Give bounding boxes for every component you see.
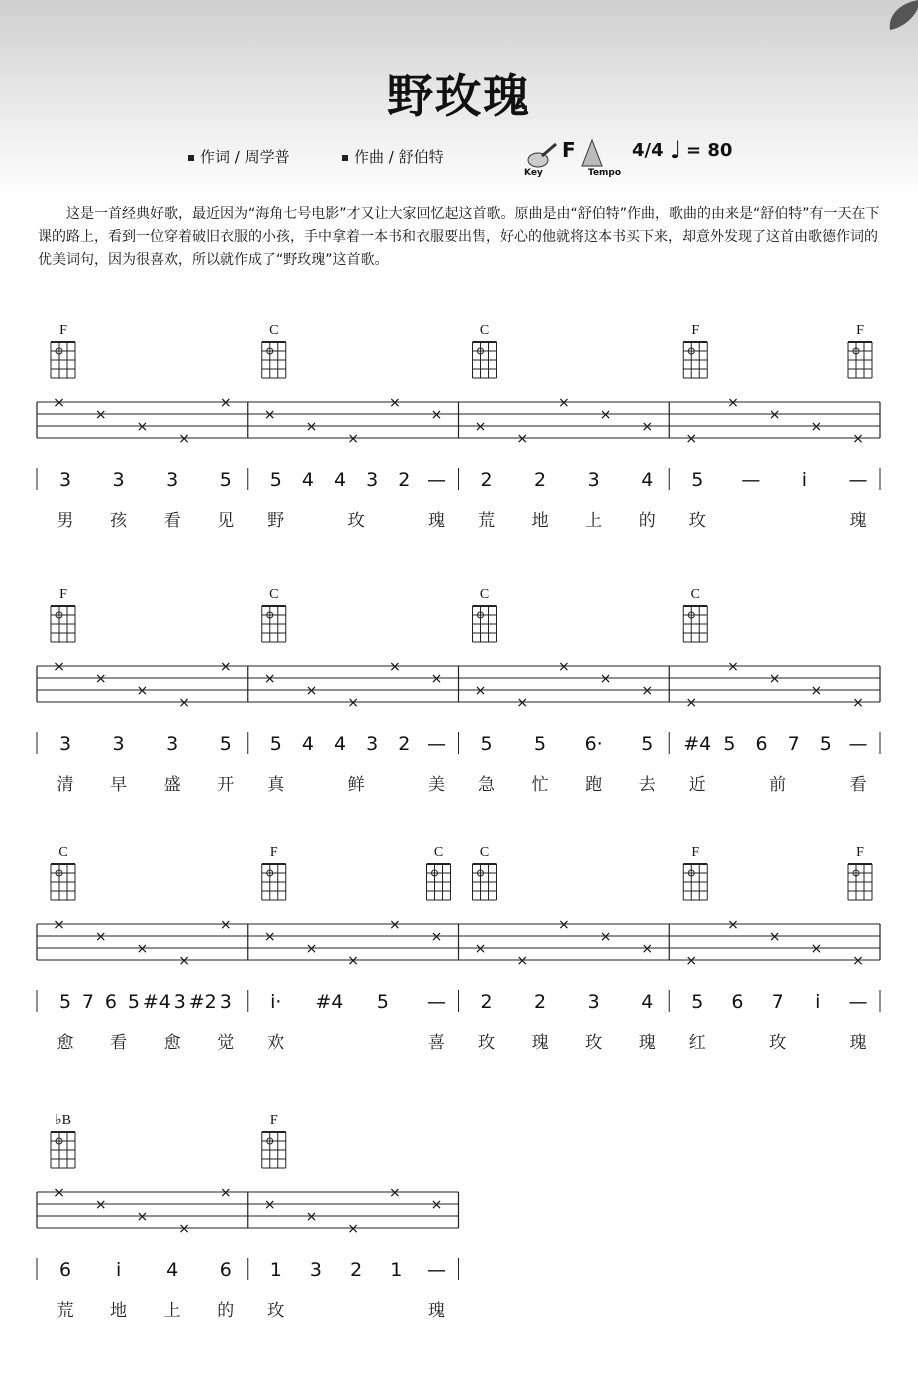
jianpu-note: — — [741, 469, 761, 491]
jianpu-note: 5 — [58, 991, 72, 1013]
time-signature: 4/4 — [632, 140, 664, 161]
tab-strum-mark: × — [685, 953, 698, 969]
jianpu-note: 5 — [480, 733, 493, 755]
chord-name: ♭B — [55, 1113, 71, 1128]
lyric-char: 清 — [56, 775, 74, 795]
lyric-char: 鲜 — [347, 775, 365, 795]
tab-strum-mark: × — [641, 683, 654, 699]
tab-strum-mark: × — [516, 431, 529, 447]
chord-diagram — [473, 845, 497, 900]
quarter-note-icon: ♩ — [670, 136, 682, 164]
chord-diagram — [683, 323, 707, 378]
tab-strum-mark: × — [136, 941, 149, 957]
jianpu-note: 4 — [334, 733, 347, 755]
jianpu-note: 5 — [219, 469, 232, 491]
tab-strum-mark: × — [685, 431, 698, 447]
jianpu-note: #4 — [142, 991, 171, 1013]
tab-strum-mark: × — [599, 671, 612, 687]
lyric-char: 地 — [531, 511, 549, 531]
composer-credit: 作曲 / 舒伯特 — [342, 146, 444, 167]
lyric-char: 野 — [267, 511, 285, 531]
tab-strum-mark: × — [768, 929, 781, 945]
tab-strum-mark: × — [94, 929, 107, 945]
leaf-decoration-icon — [878, 0, 918, 40]
tab-strum-mark: × — [305, 419, 318, 435]
tab-strum-mark: × — [388, 395, 401, 411]
jianpu-note: — — [427, 991, 446, 1013]
jianpu-note: 4 — [301, 733, 314, 755]
chord-diagram — [848, 323, 872, 378]
chord-name: C — [58, 845, 68, 860]
tab-strum-mark: × — [263, 671, 276, 687]
chord-name: C — [433, 845, 444, 860]
tab-strum-mark: × — [94, 407, 107, 423]
chord-name: C — [690, 587, 700, 602]
tab-strum-mark: × — [178, 695, 190, 711]
tab-strum-mark: × — [810, 683, 823, 699]
lyric-char: 玫 — [267, 1301, 285, 1321]
jianpu-note: 3 — [173, 991, 186, 1013]
tab-strum-mark: × — [430, 1197, 443, 1213]
lyric-char: 瑰 — [849, 511, 867, 531]
tab-strum-mark: × — [219, 659, 232, 675]
lyric-char: 瑰 — [428, 1301, 445, 1321]
jianpu-note: 6 — [219, 1259, 232, 1281]
jianpu-note: 2 — [398, 469, 411, 491]
jianpu-note: 3 — [587, 991, 600, 1013]
chord-diagram — [51, 1113, 75, 1168]
lyric-char: 玫 — [347, 511, 365, 531]
lyric-char: 玫 — [688, 511, 706, 531]
jianpu-note: 3 — [219, 991, 232, 1013]
tab-strum-mark: × — [53, 395, 65, 411]
lyric-char: 近 — [688, 775, 706, 795]
jianpu-note: 4 — [166, 1259, 179, 1281]
chord-name: C — [479, 845, 490, 860]
chord-name: F — [856, 323, 864, 338]
chord-name: C — [479, 323, 490, 338]
tab-strum-mark: × — [599, 407, 612, 423]
jianpu-note: i — [115, 1259, 122, 1281]
tab-strum-mark: × — [558, 917, 570, 933]
tab-strum-mark: × — [347, 1221, 359, 1237]
chord-diagram — [683, 845, 707, 900]
chord-name: F — [856, 845, 864, 860]
tab-strum-mark: × — [474, 683, 487, 699]
tab-strum-mark: × — [852, 431, 864, 447]
chord-name: F — [691, 845, 700, 860]
chord-diagram — [473, 323, 497, 378]
jianpu-note: 5 — [219, 733, 232, 755]
tab-strum-mark: × — [136, 683, 149, 699]
lyric-char: 孩 — [110, 511, 128, 531]
chord-diagram — [427, 845, 451, 900]
tab-strum-mark: × — [53, 659, 65, 675]
jianpu-note: 4 — [641, 469, 654, 491]
lyric-char: 男 — [56, 511, 74, 531]
tab-strum-mark: × — [347, 695, 359, 711]
key-value: F — [562, 138, 576, 162]
jianpu-note: 6 — [755, 733, 768, 755]
tab-strum-mark: × — [219, 395, 232, 411]
jianpu-note: 3 — [166, 469, 179, 491]
jianpu-note: 1 — [390, 1259, 403, 1281]
lyric-char: 红 — [688, 1033, 706, 1053]
tab-strum-mark: × — [305, 683, 318, 699]
jianpu-note: 3 — [366, 733, 379, 755]
jianpu-note: i — [815, 991, 821, 1013]
lyric-char: 玫 — [769, 1033, 787, 1053]
tab-strum-mark: × — [852, 695, 864, 711]
tab-strum-mark: × — [94, 671, 107, 687]
lyric-char: 瑰 — [638, 1033, 656, 1053]
tab-strum-mark: × — [219, 917, 232, 933]
chord-diagram — [51, 587, 75, 642]
lyric-char: 看 — [110, 1033, 128, 1053]
lyric-char: 真 — [267, 775, 285, 795]
tab-strum-mark: × — [810, 419, 823, 435]
chord-diagram — [51, 845, 75, 900]
jianpu-note: 4 — [301, 469, 314, 491]
lyric-char: 急 — [478, 775, 495, 795]
jianpu-note: 5 — [691, 991, 704, 1013]
lyric-char: 瑰 — [849, 1033, 867, 1053]
music-system — [0, 840, 918, 1080]
tab-strum-mark: × — [178, 431, 190, 447]
tab-strum-mark: × — [305, 1209, 318, 1225]
tab-strum-mark: × — [178, 953, 190, 969]
lyric-char: 愈 — [163, 1033, 181, 1053]
jianpu-note: 2 — [534, 991, 547, 1013]
jianpu-note: #4 — [683, 733, 712, 755]
jianpu-note: 5 — [819, 733, 832, 755]
jianpu-note: 5 — [127, 991, 140, 1013]
jianpu-note: 2 — [480, 991, 493, 1013]
tab-strum-mark: × — [685, 695, 698, 711]
intro-paragraph: 这是一首经典好歌，最近因为“海角七号电影”才又让大家回忆起这首歌。原曲是由“舒伯特”作曲，歌曲的由来是“舒伯特”有一天在下课的路上，看到一位穿着破旧衣服的小孩，手中拿着一本书和衣服要出售，好心的他就将这本书买下来，却意外发现了这首由歌德作词的优美词句，因为很喜欢，所以就作成了“野玫瑰”这首歌。 — [38, 206, 880, 268]
song-title: 野玫瑰 — [387, 69, 531, 123]
lyric-char: 上 — [585, 511, 603, 531]
lyric-char: 愈 — [56, 1033, 74, 1053]
lyric-char: 去 — [638, 775, 656, 795]
lyric-char: 瑰 — [428, 511, 445, 531]
lyric-char: 前 — [769, 775, 787, 795]
jianpu-note: — — [427, 1259, 446, 1281]
jianpu-note: 3 — [309, 1259, 322, 1281]
jianpu-note: 6 — [58, 1259, 72, 1281]
chord-diagram — [848, 845, 872, 900]
tab-strum-mark: × — [388, 1185, 401, 1201]
chord-name: F — [269, 1113, 278, 1128]
tab-strum-mark: × — [388, 917, 401, 933]
jianpu-note: — — [427, 733, 446, 755]
jianpu-note: 4 — [641, 991, 654, 1013]
jianpu-note: 3 — [112, 733, 125, 755]
tab-strum-mark: × — [305, 941, 318, 957]
jianpu-note: #2 — [188, 991, 217, 1013]
jianpu-note: 3 — [166, 733, 179, 755]
jianpu-note: 6 — [731, 991, 744, 1013]
jianpu-note: i· — [270, 991, 282, 1013]
tab-strum-mark: × — [347, 953, 359, 969]
tempo-bpm: = 80 — [686, 140, 733, 161]
jianpu-note: 3 — [366, 469, 379, 491]
jianpu-note: 5 — [269, 733, 282, 755]
lyric-char: 欢 — [267, 1033, 285, 1053]
chord-name: C — [269, 587, 279, 602]
lyric-char: 的 — [217, 1301, 235, 1321]
tab-strum-mark: × — [516, 695, 529, 711]
music-system — [0, 582, 918, 822]
lyric-char: 忙 — [531, 775, 549, 795]
jianpu-note: 7 — [787, 733, 800, 755]
lyric-char: 盛 — [163, 775, 181, 795]
jianpu-note: 3 — [112, 469, 125, 491]
jianpu-note: 7 — [81, 991, 95, 1013]
tab-strum-mark: × — [178, 1221, 190, 1237]
tab-strum-mark: × — [516, 953, 529, 969]
jianpu-note: i — [801, 469, 808, 491]
key-label: Key — [524, 168, 543, 178]
chord-diagram — [262, 323, 286, 378]
chord-name: F — [691, 323, 700, 338]
tab-strum-mark: × — [53, 917, 65, 933]
lyric-char: 荒 — [478, 511, 495, 531]
chord-name: F — [59, 323, 67, 338]
tab-strum-mark: × — [388, 659, 401, 675]
music-system — [0, 318, 918, 558]
tab-strum-mark: × — [768, 671, 781, 687]
tab-strum-mark: × — [852, 953, 864, 969]
tempo-label: Tempo — [588, 168, 622, 178]
tab-strum-mark: × — [347, 431, 359, 447]
jianpu-note: — — [427, 469, 446, 491]
jianpu-note: 2 — [398, 733, 411, 755]
tab-strum-mark: × — [727, 659, 739, 675]
lyric-char: 瑰 — [531, 1033, 549, 1053]
jianpu-note: 3 — [58, 469, 72, 491]
tab-strum-mark: × — [136, 1209, 149, 1225]
metronome-icon — [582, 140, 602, 166]
chord-name: F — [59, 587, 67, 602]
lyric-char: 美 — [428, 775, 445, 795]
jianpu-note: — — [848, 991, 868, 1013]
jianpu-note: 5 — [534, 733, 547, 755]
tab-strum-mark: × — [430, 929, 443, 945]
tab-strum-mark: × — [94, 1197, 107, 1213]
chord-diagram — [262, 1113, 286, 1168]
lyric-char: 看 — [163, 511, 181, 531]
jianpu-note: 5 — [723, 733, 736, 755]
jianpu-note: 7 — [771, 991, 784, 1013]
jianpu-note: 1 — [269, 1259, 282, 1281]
lyric-char: 玫 — [478, 1033, 495, 1053]
tab-strum-mark: × — [430, 671, 443, 687]
lyricist-credit: 作词 / 周学普 — [188, 146, 290, 167]
lyric-char: 跑 — [585, 775, 603, 795]
tab-strum-mark: × — [599, 929, 612, 945]
lyric-char: 喜 — [428, 1033, 445, 1053]
chord-name: C — [479, 587, 490, 602]
jianpu-note: — — [848, 733, 868, 755]
tab-strum-mark: × — [53, 1185, 65, 1201]
jianpu-note: 5 — [376, 991, 389, 1013]
chord-name: C — [269, 323, 279, 338]
jianpu-note: 5 — [691, 469, 704, 491]
jianpu-note: 3 — [58, 733, 72, 755]
key-tempo-block — [520, 134, 750, 180]
chord-diagram — [262, 587, 286, 642]
jianpu-note: 3 — [587, 469, 600, 491]
lyric-char: 觉 — [217, 1033, 235, 1053]
jianpu-note: 5 — [641, 733, 654, 755]
jianpu-note: #4 — [315, 991, 344, 1013]
chord-diagram — [683, 587, 707, 642]
jianpu-note: 5 — [269, 469, 282, 491]
lyric-char: 的 — [638, 511, 656, 531]
tab-strum-mark: × — [768, 407, 781, 423]
music-system — [0, 1108, 918, 1348]
tab-strum-mark: × — [641, 419, 654, 435]
lyric-char: 荒 — [56, 1301, 74, 1321]
tab-strum-mark: × — [430, 407, 443, 423]
jianpu-note: 2 — [350, 1259, 363, 1281]
chord-diagram — [473, 587, 497, 642]
jianpu-note: 2 — [480, 469, 493, 491]
tab-strum-mark: × — [474, 941, 487, 957]
tab-strum-mark: × — [727, 395, 739, 411]
lyric-char: 看 — [849, 775, 867, 795]
lyric-char: 上 — [163, 1301, 181, 1321]
tab-strum-mark: × — [558, 395, 570, 411]
tab-strum-mark: × — [810, 941, 823, 957]
tab-strum-mark: × — [219, 1185, 232, 1201]
lyric-char: 见 — [217, 511, 235, 531]
tab-strum-mark: × — [474, 419, 487, 435]
tab-strum-mark: × — [727, 917, 739, 933]
chord-diagram — [51, 323, 75, 378]
tab-strum-mark: × — [263, 1197, 276, 1213]
tab-strum-mark: × — [136, 419, 149, 435]
jianpu-note: 4 — [334, 469, 347, 491]
jianpu-note: 2 — [534, 469, 547, 491]
tab-strum-mark: × — [263, 929, 276, 945]
chord-name: F — [269, 845, 278, 860]
lyric-char: 开 — [217, 775, 235, 795]
tab-strum-mark: × — [641, 941, 654, 957]
tab-strum-mark: × — [263, 407, 276, 423]
lyric-char: 玫 — [585, 1033, 603, 1053]
jianpu-note: — — [848, 469, 868, 491]
lyric-char: 早 — [110, 775, 128, 795]
tab-strum-mark: × — [558, 659, 570, 675]
jianpu-note: 6· — [584, 733, 603, 755]
jianpu-note: 6 — [104, 991, 117, 1013]
chord-diagram — [262, 845, 286, 900]
lyric-char: 地 — [110, 1301, 128, 1321]
